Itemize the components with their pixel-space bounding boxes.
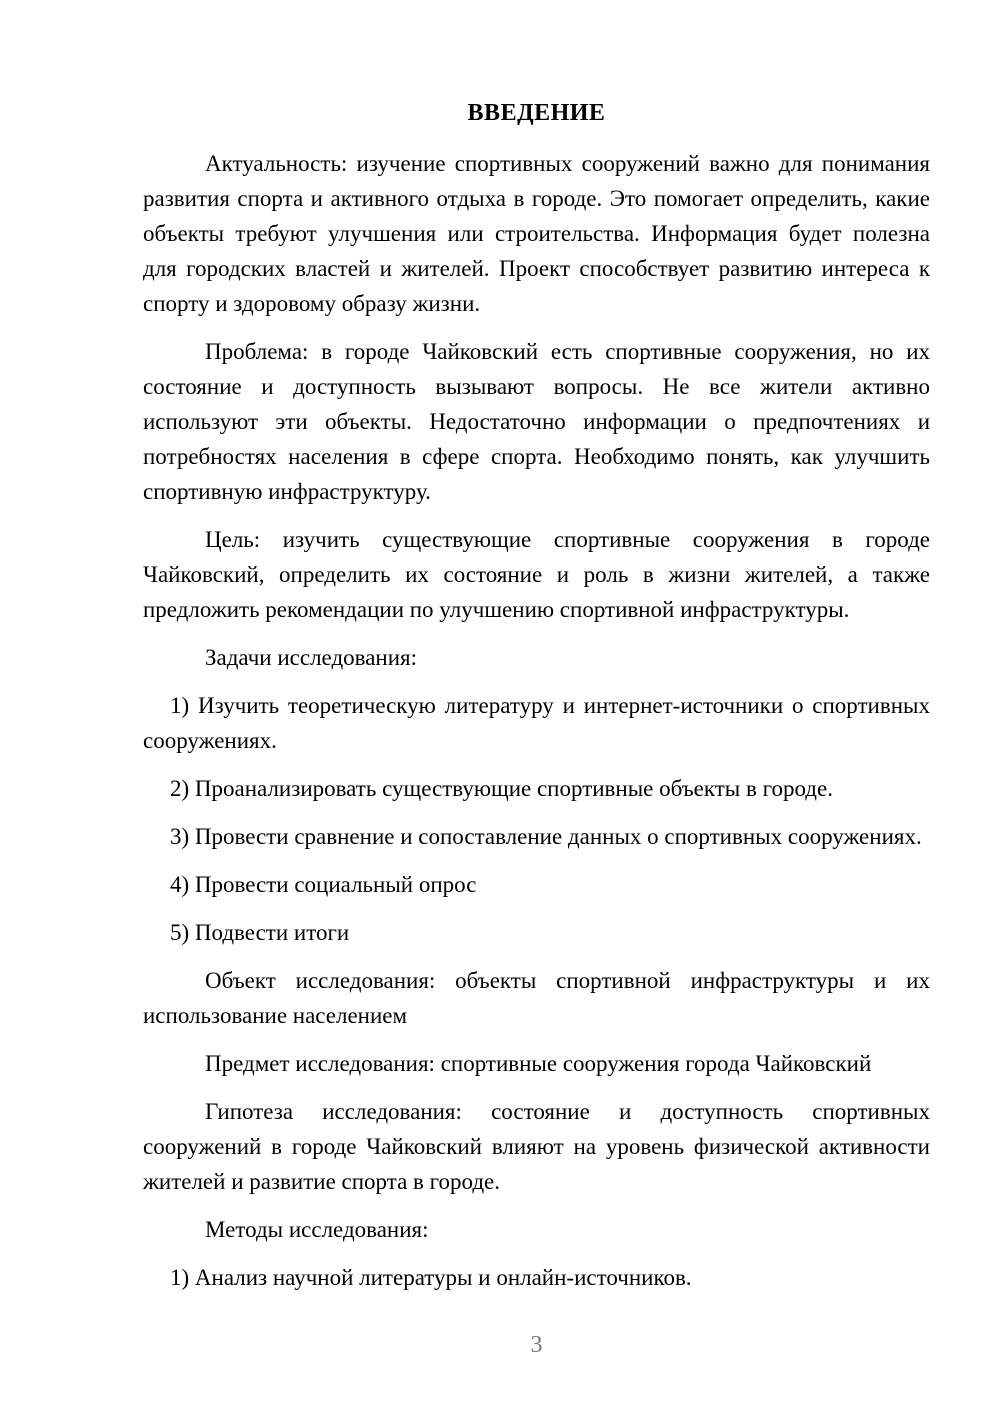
methods-heading: Методы исследования: [205,1217,429,1242]
page-number: 3 [530,1332,543,1358]
paragraph-problem: Проблема: в городе Чайковский есть спортивные сооружения, но их состояние и доступность вызывают вопросы. Не все жители активно используют эти объекты. Недостаточно информации о предпочтениях и потребностях населения в сфере спорта. Необходимо понять, как улучшить спортивную инфраструктуру. [143,339,930,504]
paragraph-subject: Предмет исследования: спортивные сооружения города Чайковский [205,1051,872,1076]
paragraph-goal: Цель: изучить существующие спортивные сооружения в городе Чайковский, определить их состояние и роль в жизни жителей, а также предложить рекомендации по улучшению спортивной инфраструктуры. [143,527,930,622]
paragraph-hypothesis: Гипотеза исследования: состояние и доступность спортивных сооружений в городе Чайковский влияют на уровень физической активности жителей и развитие спорта в городе. [143,1099,930,1194]
task-item-4: 4) Провести социальный опрос [170,872,477,897]
page-title: ВВЕДЕНИЕ [467,100,606,126]
page-content [143,96,930,1308]
task-item-1: 1) Изучить теоретическую литературу и интернет-источники о спортивных сооружениях. [143,693,930,753]
task-item-3: 3) Провести сравнение и сопоставление данных о спортивных сооружениях. [170,824,922,849]
paragraph-relevance: Актуальность: изучение спортивных сооружений важно для понимания развития спорта и активного отдыха в городе. Это помогает определить, какие объекты требуют улучшения или строительства. Информация будет полезна для городских властей и жителей. Проект способствует развитию интереса к спорту и здоровому образу жизни. [143,151,930,316]
paragraph-object: Объект исследования: объекты спортивной инфраструктуры и их использование населением [143,968,930,1028]
task-item-2: 2) Проанализировать существующие спортивные объекты в городе. [170,776,833,801]
task-item-5: 5) Подвести итоги [170,920,350,945]
tasks-heading: Задачи исследования: [205,645,418,670]
method-item-1: 1) Анализ научной литературы и онлайн-источников. [170,1265,692,1290]
